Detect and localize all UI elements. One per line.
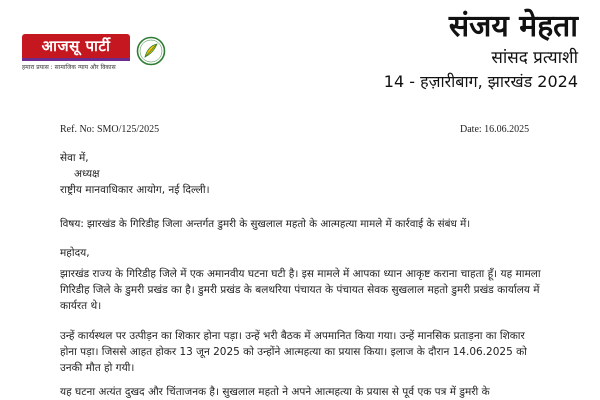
party-tagline: हमारा प्रयास : सामाजिक न्याय और विकास xyxy=(22,64,116,71)
salutation: महोदय, xyxy=(60,247,90,259)
reference-number: Ref. No: SMO/125/2025 xyxy=(60,124,160,135)
body-paragraph-3: यह घटना अत्यंत दुखद और चिंताजनक है। सुखलाल महतो ने अपने आत्महत्या के प्रयास से पूर्व एक पत्र में डुमरी के xyxy=(60,386,490,398)
subject-line: विषय: झारखंड के गिरिडीह जिला अन्तर्गत डुमरी के सुखलाल महतो के आत्महत्या मामले में कार्रवाई के संबंध में। xyxy=(60,218,471,230)
letter-date: Date: 16.06.2025 xyxy=(460,124,530,135)
address-line-3: राष्ट्रीय मानवाधिकार आयोग, नई दिल्ली। xyxy=(60,184,210,196)
party-logo-stripe xyxy=(22,58,130,61)
banana-leaf-emblem-icon xyxy=(136,36,166,66)
body-paragraph-2: उन्हें कार्यस्थल पर उत्पीड़न का शिकार होना पड़ा। उन्हें भरी बैठक में अपमानित किया गया। उन्हें मानसिक प्रताड़ना का शिकार होना पड़ा। जिससे आहत होकर 13 जून 2025 को उन्होंने आत्महत्या का प्रयास किया। इलाज के दौरान 14.06.2025 को उनकी मौत हो गयी। xyxy=(60,330,527,374)
address-line-2: अध्यक्ष xyxy=(74,168,100,180)
constituency: 14 - हज़ारीबाग, झारखंड 2024 xyxy=(383,72,578,91)
body-paragraph-1: झारखंड राज्य के गिरिडीह जिले में एक अमानवीय घटना घटी है। इस मामले में आपका ध्यान आकृष्ट कराना चाहता हूँ। यह मामला गिरिडीह जिले के डुमरी प्रखंड का है। डुमरी प्रखंड के बलथरिया पंचायत के पंचायत सेवक सुखलाल महतो डुमरी प्रखंड कार्यालय में कार्यरत थे। xyxy=(60,268,541,312)
letterhead xyxy=(0,0,600,108)
party-logo: आजसू पार्टी xyxy=(22,34,130,58)
address-line-1: सेवा में, xyxy=(60,152,89,164)
candidate-role: सांसद प्रत्याशी xyxy=(491,48,578,68)
candidate-name: संजय मेहता xyxy=(448,9,578,44)
